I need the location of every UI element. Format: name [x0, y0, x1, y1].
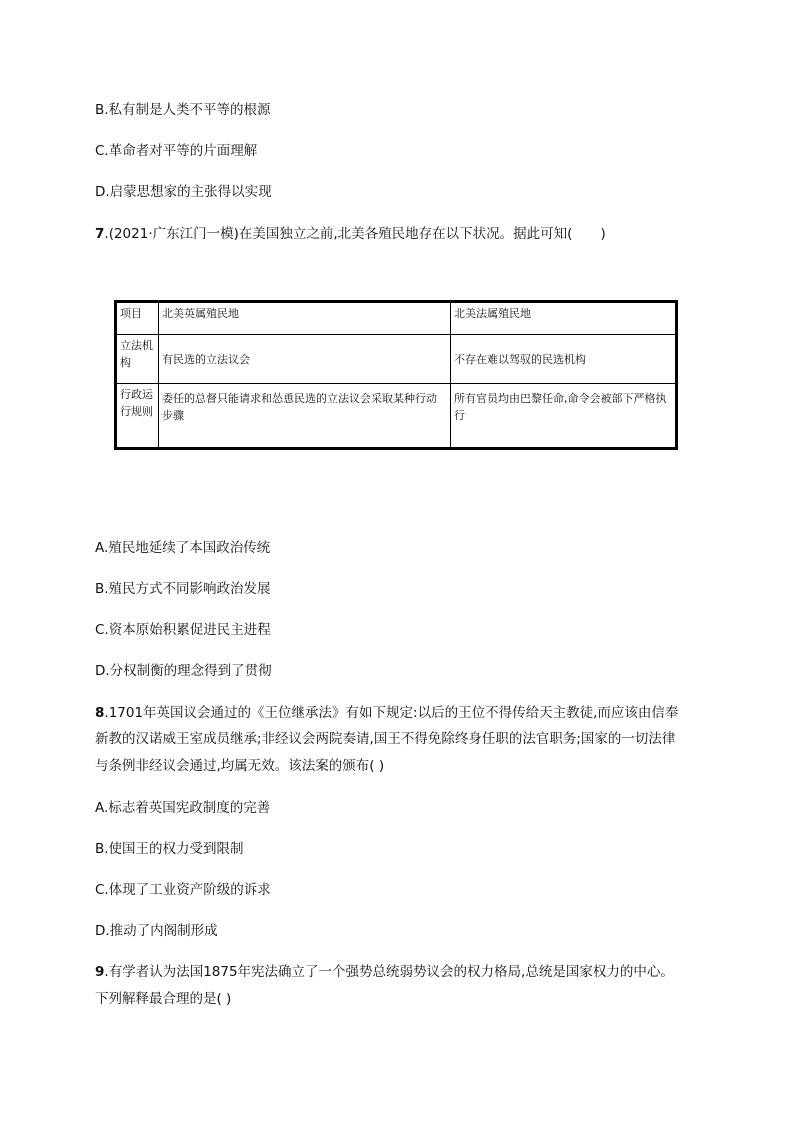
table-header-row — [117, 303, 676, 335]
q6-option-c: C.革命者对平等的片面理解 — [95, 143, 258, 159]
q7-stem — [95, 224, 606, 244]
q8-option-d: D.推动了内阁制形成 — [95, 923, 218, 939]
table-header-cell: 项目 — [117, 303, 159, 335]
q7-stem-text: .(2021·广东江门一模)在美国独立之前,北美各殖民地存在以下状况。据此可知( — [104, 226, 573, 242]
q6-option-b: B.私有制是人类不平等的根源 — [95, 102, 271, 118]
q7-option-c: C.资本原始积累促进民主进程 — [95, 622, 271, 638]
q7-number: 7 — [95, 226, 105, 242]
q7-option-d: D.分权制衡的理念得到了贯彻 — [95, 663, 272, 679]
table-row — [117, 384, 676, 448]
q8-number: 8 — [95, 705, 105, 721]
table-cell: 有民选的立法议会 — [159, 335, 451, 384]
q9-stem-text: .有学者认为法国1875年宪法确立了一个强势总统弱势议会的权力格局,总统是国家权力的中心。 — [104, 964, 674, 980]
table-header-cell: 北美英属殖民地 — [159, 303, 451, 335]
q8-stem-text: .1701年英国议会通过的《王位继承法》有如下规定:以后的王位不得传给天主教徒,而应该由信奉 — [104, 705, 679, 721]
table-cell: 行政运行规则 — [117, 384, 159, 448]
table-cell: 立法机构 — [117, 335, 159, 384]
table-row — [117, 335, 676, 384]
q9-number: 9 — [95, 964, 105, 980]
q7-option-b: B.殖民方式不同影响政治发展 — [95, 581, 271, 597]
table-header-cell: 北美法属殖民地 — [451, 303, 676, 335]
q9-stem-line-1 — [95, 962, 674, 982]
table-cell: 委任的总督只能请求和怂恿民选的立法议会采取某种行动步骤 — [159, 384, 451, 448]
q8-stem-line-2: 新教的汉诺威王室成员继承;非经议会两院奏请,国王不得免除终身任职的法官职务;国家的一切法律 — [95, 731, 676, 747]
q9-stem-line-2: 下列解释最合理的是( ) — [95, 991, 232, 1007]
q8-option-a: A.标志着英国宪政制度的完善 — [95, 800, 271, 816]
q7-option-a: A.殖民地延续了本国政治传统 — [95, 540, 271, 556]
q7-stem-close: ) — [600, 226, 606, 242]
q8-option-c: C.体现了工业资产阶级的诉求 — [95, 882, 271, 898]
q8-option-b: B.使国王的权力受到限制 — [95, 841, 244, 857]
q7-table — [114, 300, 678, 450]
q8-stem-line-1 — [95, 703, 678, 723]
q6-option-d: D.启蒙思想家的主张得以实现 — [95, 184, 272, 200]
table-cell: 所有官员均由巴黎任命,命令会被部下严格执行 — [451, 384, 676, 448]
table-cell: 不存在难以驾驭的民选机构 — [451, 335, 676, 384]
q8-stem-line-3: 与条例非经议会通过,均属无效。该法案的颁布( ) — [95, 758, 385, 774]
